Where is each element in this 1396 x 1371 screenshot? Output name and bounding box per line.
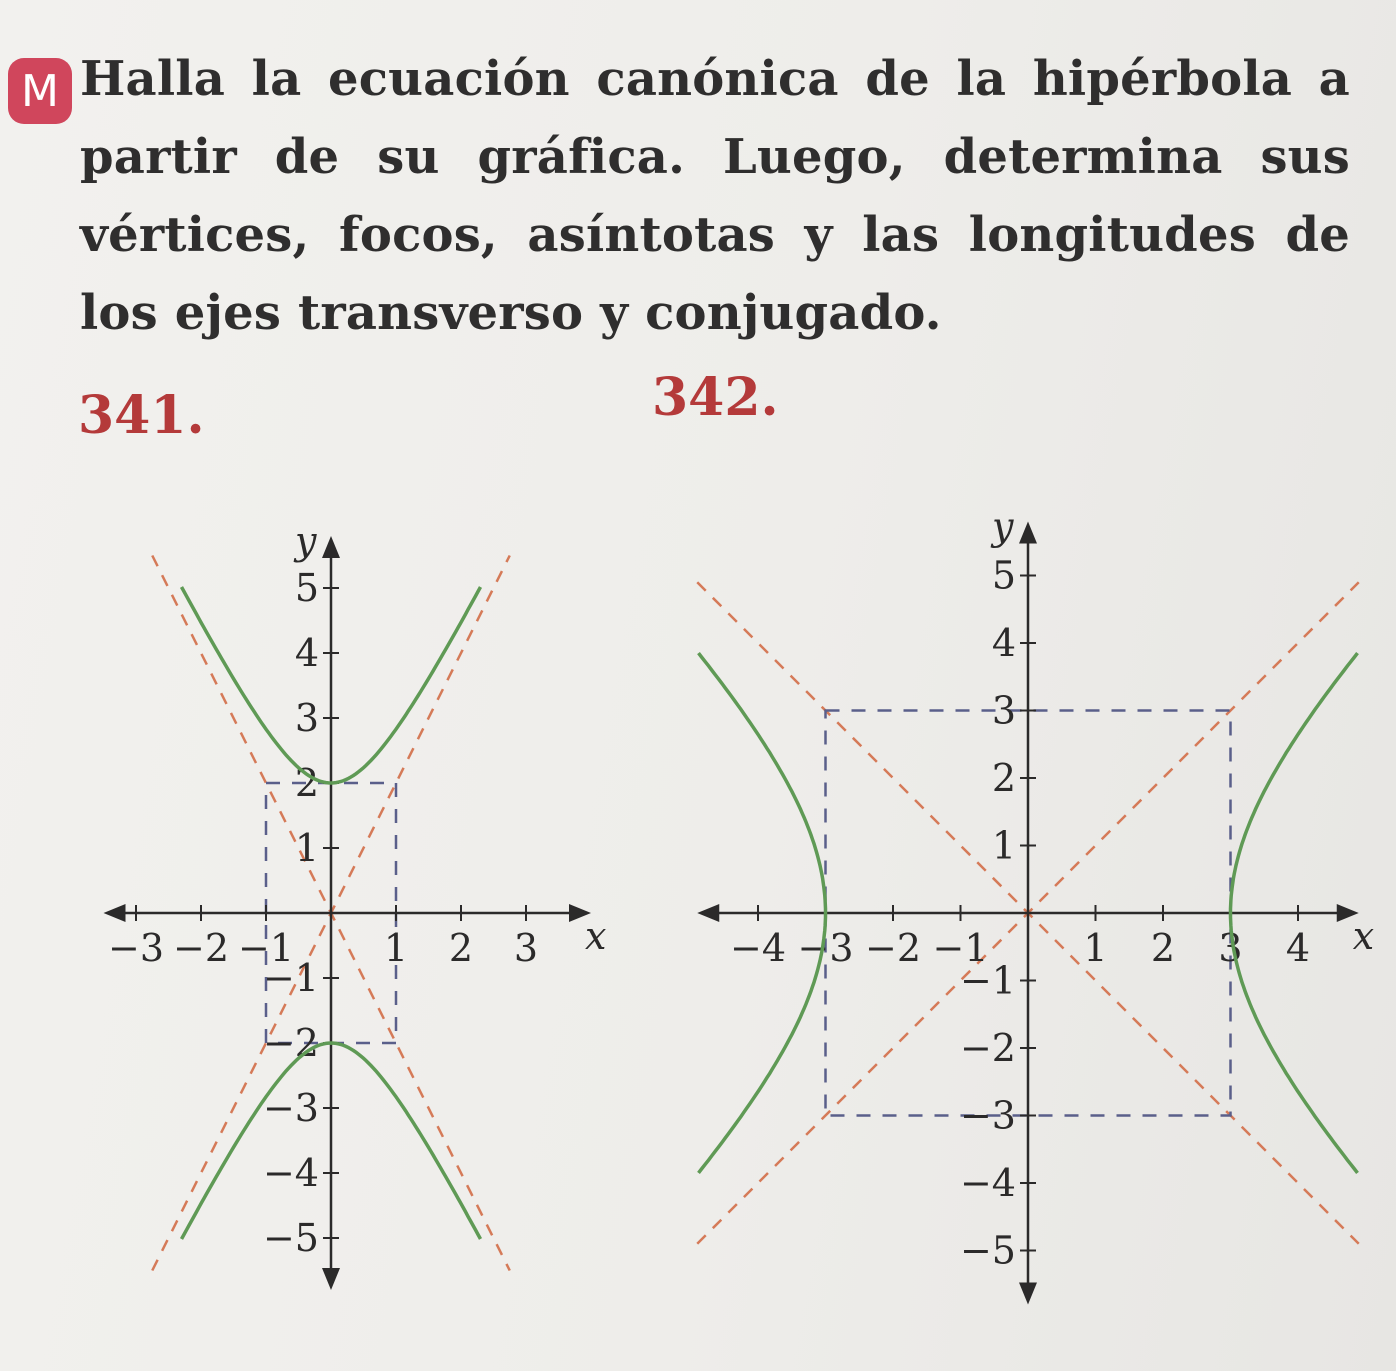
x-tick-label: 2 [1150, 926, 1176, 970]
y-tick-label: 2 [991, 756, 1016, 800]
y-tick-label: −3 [959, 1093, 1016, 1138]
problem-number-341: 341. [78, 385, 205, 446]
y-tick-label: 3 [294, 696, 319, 740]
x-axis-label: x [1352, 914, 1375, 958]
problem-number-342: 342. [652, 367, 779, 428]
y-axis-arrow-up-1 [1019, 522, 1037, 544]
y-axis-label: y [295, 519, 317, 563]
x-tick-label: 3 [1218, 926, 1243, 970]
x-tick-label: 2 [448, 926, 474, 970]
x-axis-arrow-left-1 [697, 904, 719, 922]
x-tick-label: 4 [1285, 926, 1311, 970]
x-tick-label: 1 [383, 926, 409, 970]
hyperbola-graph-341 [0, 470, 680, 1350]
x-axis-arrow-left-0 [104, 904, 126, 922]
y-tick-label: 2 [294, 761, 319, 805]
y-tick-label: 1 [991, 823, 1016, 868]
y-tick-label: −2 [262, 1021, 319, 1065]
y-tick-label: 3 [991, 688, 1016, 733]
y-tick-label: 4 [991, 621, 1016, 665]
x-tick-label: −1 [932, 926, 989, 970]
y-tick-label: 5 [294, 566, 319, 610]
y-tick-label: 5 [991, 553, 1016, 598]
y-tick-label: −4 [262, 1151, 319, 1195]
y-tick-label: −1 [262, 956, 319, 1000]
y-axis-label: y [992, 504, 1014, 549]
y-tick-label: −5 [959, 1228, 1016, 1273]
x-tick-label: 3 [513, 926, 539, 970]
y-tick-label: −3 [262, 1086, 319, 1130]
x-axis-label: x [585, 914, 607, 958]
x-tick-label: 1 [1083, 926, 1108, 970]
hyperbola-graph-342 [680, 460, 1396, 1340]
y-tick-label: 4 [294, 631, 319, 675]
exercise-statement: Halla la ecuación canónica de la hipérbola a partir de su gráfica. Luego, determina sus vértices, focos, asíntotas y las longitudes de los ejes transverso y conjugado. [80, 51, 1350, 341]
y-axis-arrow-up-0 [322, 536, 340, 558]
y-axis-arrow-down-0 [322, 1268, 340, 1290]
y-tick-label: 1 [294, 826, 319, 870]
x-tick-label: −3 [797, 926, 854, 970]
y-tick-label: −5 [262, 1216, 319, 1260]
y-axis-arrow-down-1 [1019, 1283, 1037, 1305]
y-tick-label: −2 [959, 1026, 1016, 1070]
x-tick-label: −3 [107, 926, 165, 970]
x-tick-label: −4 [729, 926, 787, 970]
y-tick-label: −1 [959, 958, 1016, 1003]
x-tick-label: −2 [864, 926, 922, 970]
x-tick-label: −1 [237, 926, 295, 970]
y-tick-label: −4 [959, 1161, 1016, 1205]
x-tick-label: −2 [172, 926, 230, 970]
exercise-badge: M [8, 58, 72, 124]
